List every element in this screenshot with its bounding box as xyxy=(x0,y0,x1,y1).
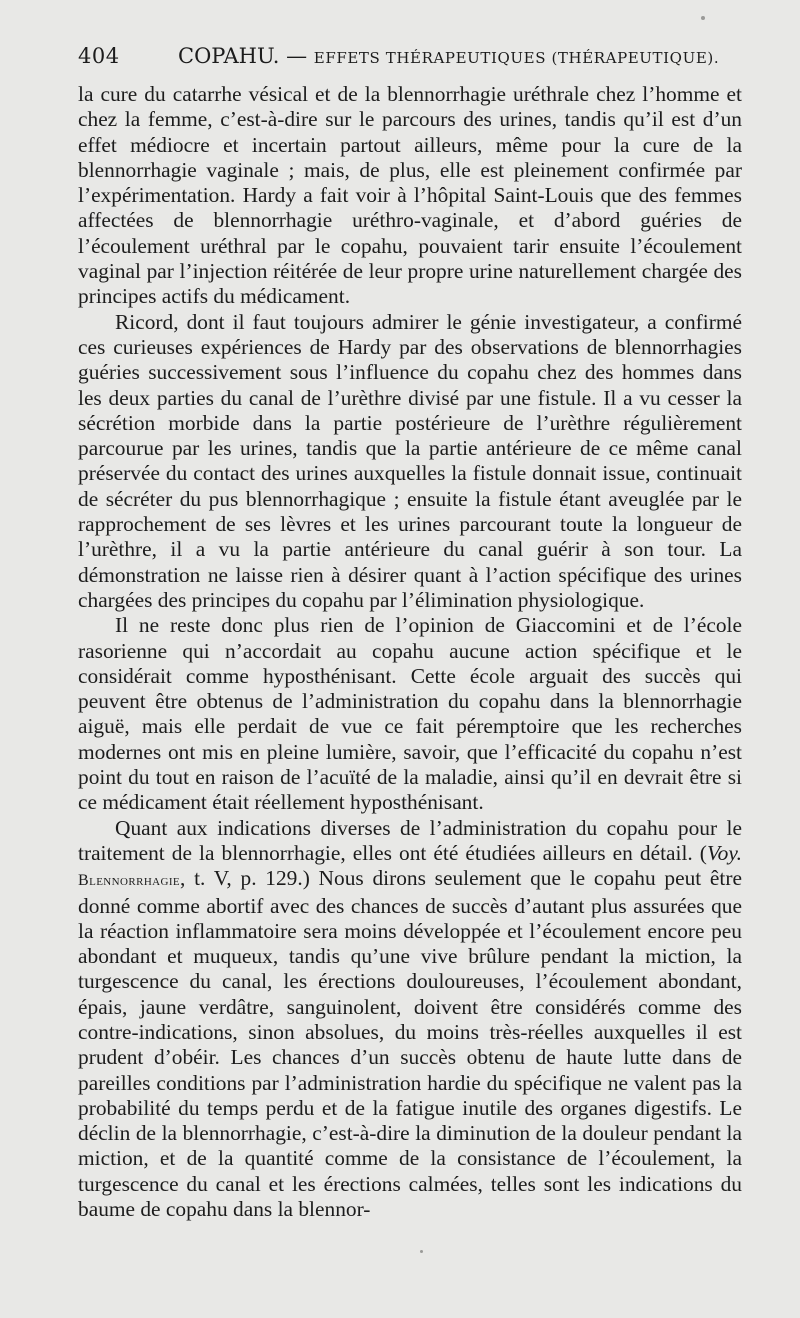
running-header xyxy=(78,44,758,74)
body-text xyxy=(78,82,742,1222)
voy-abbrev: Voy. xyxy=(706,840,742,865)
paragraph-4-text-before: Quant aux indications diverses de l’administration du copahu pour le traitement de la blennorrhagie, elles ont été étudiées ailleurs en détail. ( xyxy=(78,815,742,865)
cross-reference: Blennorrhagie xyxy=(78,872,181,890)
paragraph-4 xyxy=(78,816,742,1223)
running-title-main: COPAHU. xyxy=(178,44,280,68)
page-number: 404 xyxy=(78,44,120,68)
paper-speck xyxy=(701,16,705,20)
paragraph-2: Ricord, dont il faut toujours admirer le génie investigateur, a confirmé ces curieuses expériences de Hardy par des observations de blennorrhagies guéries successivement sous l’influence du copahu chez des hommes dans les deux parties du canal de l’urèthre divisé par une fistule. Il a vu cesser la sécrétion morbide dans la partie postérieure de l’urèthre régulièrement parcourue par les urines, tandis que la partie antérieure de ce même canal préservée du contact des urines auxquelles la fistule donnait issue, continuait de sécréter du pus blennorrhagique ; ensuite la fistule étant aveuglée par le rapprochement de ses lèvres et les urines parcourant toute la longueur de l’urèthre, il a vu la partie antérieure du canal guérir à son tour. La démonstration ne laisse rien à désirer quant à l’action spécifique des urines chargées des principes du copahu par l’élimination physiologique. xyxy=(78,309,742,612)
running-title-dash: — xyxy=(279,44,314,68)
running-title xyxy=(178,44,719,68)
paper-speck xyxy=(420,1250,423,1253)
paragraph-4-text-after: , t. V, p. 129.) Nous dirons seulement que le copahu peut être donné comme abortif avec des chances de succès d’autant plus assurées que la réaction inflammatoire sera moins développée et l’écoulement encore peu abondant et muqueux, tandis qu’une vive brûlure pendant la miction, la turgescence du canal, les érections douloureuses, l’écoulement abondant, épais, jaune verdâtre, sanguinolent, doivent être considérés comme des contre-indications, sinon absolues, du moins très-réelles auxquelles il est prudent d’obéir. Les chances d’un succès obtenu de haute lutte dans de pareilles conditions par l’administration hardie du spécifique ne valent pas la probabilité du temps perdu et de la fatigue inutile des organes digestifs. Le déclin de la blennorrhagie, c’est-à-dire la diminution de la douleur pendant la miction, et de la quantité comme de la consistance de l’écoulement, la turgescence du canal et les érections calmées, telles sont les indications du baume de copahu dans la blennor- xyxy=(78,866,742,1222)
paragraph-1: la cure du catarrhe vésical et de la blennorrhagie uréthrale chez l’homme et chez la femme, c’est-à-dire sur le parcours des urines, tandis qu’il est d’un effet médiocre et incertain partout ailleurs, même pour la cure de la blennorrhagie vaginale ; mais, de plus, elle est pleinement confirmée par l’expérimentation. Hardy a fait voir à l’hôpital Saint-Louis que des femmes affectées de blennorrhagie uréthro-vaginale, et d’abord guéries de l’écoulement uréthral par le copahu, pouvaient tarir ensuite l’écoulement vaginal par l’injection réitérée de leur propre urine naturellement chargée des principes actifs du médicament. xyxy=(78,82,742,309)
running-title-sub: EFFETS THÉRAPEUTIQUES (THÉRAPEUTIQUE). xyxy=(313,49,720,67)
paragraph-3: Il ne reste donc plus rien de l’opinion de Giaccomini et de l’école rasorienne qui n’accordait au copahu aucune action spécifique et le considérait comme hyposthénisant. Cette école arguait des succès qui peuvent être obtenus de l’administration du copahu dans la blennorrhagie aiguë, mais elle perdait de vue ce fait péremptoire que les recherches modernes ont mis en pleine lumière, savoir, que l’efficacité du copahu n’est point du tout en raison de l’acuïté de la maladie, ainsi qu’il en devrait être si ce médicament était réellement hyposthénisant. xyxy=(78,613,742,815)
